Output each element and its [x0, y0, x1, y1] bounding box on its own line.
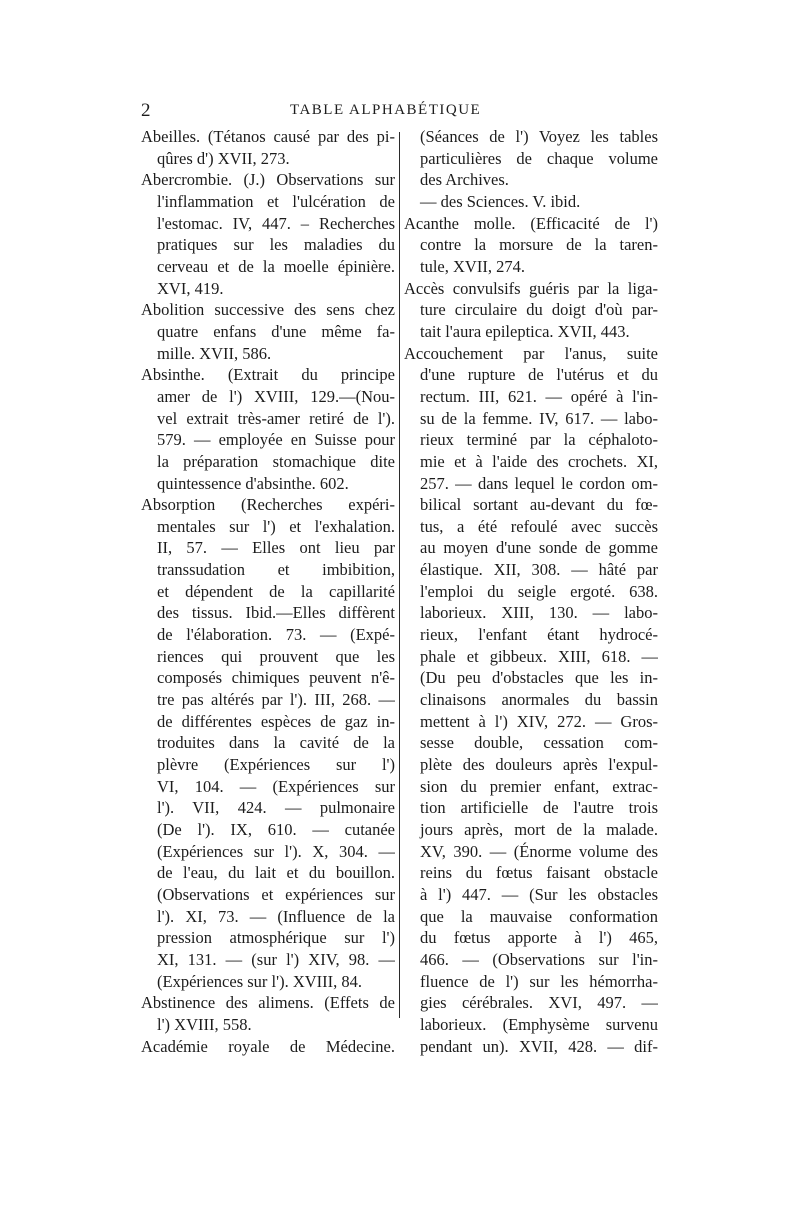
index-line: ture circulaire du doigt d'où par-: [420, 300, 658, 320]
index-line: contre la morsure de la taren-: [420, 235, 658, 255]
index-line: l'). XI, 73. — (Influence de la: [157, 906, 395, 926]
index-line: Absorption (Recherches expéri-: [141, 495, 395, 515]
index-line: Accouchement par l'anus, suite: [404, 343, 658, 363]
index-line: l'estomac. IV, 447. – Recherches: [157, 213, 395, 233]
index-line: su de la femme. IV, 617. — labo-: [420, 408, 658, 428]
column-divider: [399, 132, 400, 1018]
index-line: II, 57. — Elles ont lieu par: [157, 538, 395, 558]
index-line: plèvre (Expériences sur l'): [157, 755, 395, 775]
index-line: amer de l') XVIII, 129.—(Nou-: [157, 386, 395, 406]
index-line: 257. — dans lequel le cordon om-: [420, 473, 658, 493]
page-number: 2: [141, 100, 151, 121]
index-line: bilical sortant au-devant du fœ-: [420, 495, 658, 515]
index-line: tus, a été refoulé avec succès: [420, 516, 658, 536]
index-line: Accès convulsifs guéris par la liga-: [404, 278, 658, 298]
index-line: quintessence d'absinthe. 602.: [157, 473, 349, 493]
index-line: (De l'). IX, 610. — cutanée: [157, 820, 395, 839]
index-line: Absinthe. (Extrait du principe: [141, 365, 395, 385]
index-line: rectum. III, 621. — opéré à l'in-: [420, 386, 658, 406]
index-line: reins du fœtus faisant obstacle: [420, 863, 658, 883]
index-line: plète des douleurs après l'expul-: [420, 755, 658, 775]
index-line: Abolition successive des sens chez: [141, 300, 395, 320]
index-line: (Expériences sur l'). X, 304. —: [157, 841, 395, 861]
index-line: gies cérébrales. XVI, 497. —: [420, 993, 658, 1013]
index-line: laborieux. (Emphysème survenu: [420, 1014, 658, 1034]
index-line: Abeilles. (Tétanos causé par des pi-: [141, 127, 395, 146]
index-line: clinaisons anormales du bassin: [420, 690, 658, 710]
index-line: Abercrombie. (J.) Observations sur: [141, 170, 395, 190]
index-line: phale et gibbeux. XIII, 618. —: [420, 646, 658, 666]
index-line: la préparation stomachique dite: [157, 451, 395, 471]
index-line: pression atmosphérique sur l'): [157, 928, 395, 948]
index-line: pendant un). XVII, 428. — dif-: [420, 1036, 658, 1056]
index-line: élastique. XII, 308. — hâté par: [420, 560, 658, 580]
index-line: du fœtus apporte à l') 465,: [420, 928, 658, 948]
index-line: de l'élaboration. 73. — (Expé-: [157, 625, 395, 645]
index-line: XVI, 419.: [157, 278, 224, 298]
index-line: composés chimiques peuvent n'ê-: [157, 668, 395, 688]
index-line: (Séances de l') Voyez les tables: [420, 127, 658, 146]
index-line: transsudation et imbibition,: [157, 560, 395, 580]
index-line: riences qui prouvent que les: [157, 646, 395, 666]
index-line: 579. — employée en Suisse pour: [157, 430, 395, 450]
index-column-right: [404, 126, 658, 1057]
index-line: jours après, mort de la malade.: [420, 820, 658, 839]
index-line: cerveau et de la moelle épinière.: [157, 256, 395, 276]
index-line: des Archives.: [420, 170, 509, 190]
index-line: que la mauvaise conformation: [420, 906, 658, 926]
index-line: mentales sur l') et l'exhalation.: [157, 516, 395, 536]
index-line: XV, 390. — (Énorme volume des: [420, 841, 658, 861]
index-line: laborieux. XIII, 130. — labo-: [420, 603, 658, 623]
index-line: sesse double, cessation com-: [420, 733, 658, 753]
index-line: de différentes espèces de gaz in-: [157, 711, 395, 731]
index-line: de l'eau, du lait et du bouillon.: [157, 863, 395, 883]
index-line: d'une rupture de l'utérus et du: [420, 365, 658, 385]
index-line: Académie royale de Médecine.: [141, 1036, 395, 1056]
index-line: (Du peu d'obstacles que les in-: [420, 668, 658, 688]
index-line: (Expériences sur l'). XVIII, 84.: [157, 971, 363, 991]
index-line: pratiques sur les maladies du: [157, 235, 395, 255]
index-line: des tissus. Ibid.—Elles diffèrent: [157, 603, 395, 623]
index-line: mille. XVII, 586.: [157, 343, 272, 363]
index-line: troduites dans la cavité de la: [157, 733, 395, 753]
index-line: tre pas altérés par l'). III, 268. —: [157, 690, 395, 710]
index-line: (Observations et expériences sur: [157, 884, 395, 904]
index-line: Acanthe molle. (Efficacité de l'): [404, 213, 658, 233]
index-line: vel extrait très-amer retiré de l').: [157, 408, 395, 428]
index-line: VI, 104. — (Expériences sur: [157, 776, 395, 796]
index-line: particulières de chaque volume: [420, 148, 658, 168]
index-line: — des Sciences. V. ibid.: [420, 191, 581, 211]
index-line: l'inflammation et l'ulcération de: [157, 191, 395, 211]
index-line: 466. — (Observations sur l'in-: [420, 949, 658, 969]
index-line: l'). VII, 424. — pulmonaire: [157, 798, 395, 818]
index-line: à l') 447. — (Sur les obstacles: [420, 884, 658, 904]
index-line: Abstinence des alimens. (Effets de: [141, 993, 395, 1013]
index-line: l'emploi du seigle ergoté. 638.: [420, 581, 658, 601]
index-line: quatre enfans d'une même fa-: [157, 321, 395, 341]
index-line: tion artificielle de l'autre trois: [420, 798, 658, 818]
running-title: TABLE ALPHABÉTIQUE: [290, 102, 482, 118]
index-line: tait l'aura epileptica. XVII, 443.: [420, 321, 630, 341]
index-line: XI, 131. — (sur l') XIV, 98. —: [157, 949, 395, 969]
index-line: mettent à l') XIV, 272. — Gros-: [420, 711, 658, 731]
index-line: et dépendent de la capillarité: [157, 581, 395, 601]
index-line: rieux, l'enfant étant hydrocé-: [420, 625, 658, 645]
index-line: au moyen d'une sonde de gomme: [420, 538, 658, 558]
index-line: rieux terminé par la céphaloto-: [420, 430, 658, 450]
index-line: fluence de l') sur les hémorrha-: [420, 971, 658, 991]
index-column-left: [141, 126, 395, 1057]
index-line: tule, XVII, 274.: [420, 256, 525, 276]
index-line: mie et à l'aide des crochets. XI,: [420, 451, 658, 471]
index-line: l') XVIII, 558.: [157, 1014, 252, 1034]
index-line: sion du premier enfant, extrac-: [420, 776, 658, 796]
index-line: qûres d') XVII, 273.: [157, 148, 290, 168]
